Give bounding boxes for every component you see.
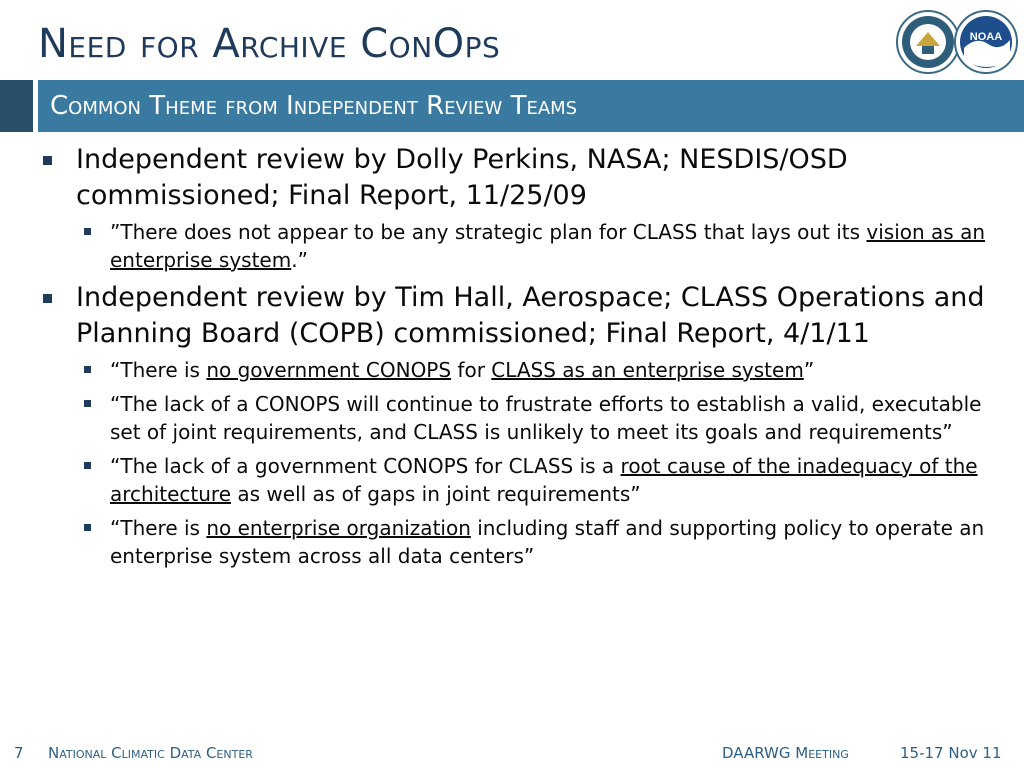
footer-meeting: DAARWG Meeting (722, 744, 849, 762)
sub-bullet-2-4 (40, 514, 990, 570)
sub-bullet-2-1-underlined-2: CLASS as an enterprise system (491, 358, 804, 382)
sub-bullet-1-1-post: .” (291, 248, 308, 272)
band-accent (0, 80, 33, 132)
sub-bullet-2-1-mid: for (451, 358, 492, 382)
bullet-item-1 (40, 142, 990, 214)
square-bullet-icon (84, 524, 91, 531)
sub-bullet-2-3-pre: “The lack of a government CONOPS for CLASS is a (110, 454, 621, 478)
sub-bullet-2-2 (40, 390, 990, 446)
page-number: 7 (14, 744, 24, 762)
footer-organization: National Climatic Data Center (48, 744, 253, 762)
slide-title: Need for Archive ConOps (38, 21, 501, 67)
sub-bullet-1-1-underlined: vision as an enterprise system (110, 220, 986, 272)
bullet-item-2 (40, 280, 990, 352)
sub-bullet-1-1-pre: ”There does not appear to be any strategic plan for CLASS that lays out its (110, 220, 867, 244)
sub-bullet-2-1-pre: “There is (110, 358, 207, 382)
sub-bullet-2-3-post: as well as of gaps in joint requirements” (231, 482, 641, 506)
department-of-commerce-seal-icon (896, 10, 960, 74)
sub-bullet-2-3 (40, 452, 990, 508)
noaa-logo-icon (954, 10, 1018, 74)
slide-subtitle: Common Theme from Independent Review Teams (50, 91, 578, 121)
sub-bullet-2-1 (40, 356, 990, 384)
subtitle-band (0, 80, 1024, 132)
sub-bullet-1-1 (40, 218, 990, 274)
square-bullet-icon (84, 400, 91, 407)
square-bullet-icon (43, 294, 52, 303)
sub-bullet-2-1-underlined-1: no government CONOPS (206, 358, 452, 382)
noaa-text: NOAA (969, 31, 1003, 43)
square-bullet-icon (84, 462, 91, 469)
sub-bullet-2-4-post: including staff and supporting policy to operate an enterprise system across all data centers” (110, 516, 985, 568)
sub-bullet-2-3-underlined: root cause of the inadequacy of the architecture (110, 454, 978, 506)
slide-footer (0, 738, 1024, 768)
bullet-item-1-text: Independent review by Dolly Perkins, NASA; NESDIS/OSD commissioned; Final Report, 11/25/09 (76, 144, 848, 211)
square-bullet-icon (43, 156, 52, 165)
bullet-item-2-text: Independent review by Tim Hall, Aerospace; CLASS Operations and Planning Board (COPB) commissioned; Final Report, 4/1/11 (76, 282, 985, 349)
square-bullet-icon (84, 366, 91, 373)
sub-bullet-2-2-text: “The lack of a CONOPS will continue to frustrate efforts to establish a valid, executable set of joint requirements, and CLASS is unlikely to meet its goals and requirements” (110, 392, 982, 444)
sub-bullet-2-1-post: ” (803, 358, 815, 382)
sub-bullet-2-4-underlined: no enterprise organization (206, 516, 471, 540)
footer-date: 15-17 Nov 11 (900, 744, 1002, 762)
sub-bullet-2-4-pre: “There is (110, 516, 207, 540)
logos (896, 6, 1018, 76)
square-bullet-icon (84, 228, 91, 235)
slide-content (40, 142, 990, 576)
